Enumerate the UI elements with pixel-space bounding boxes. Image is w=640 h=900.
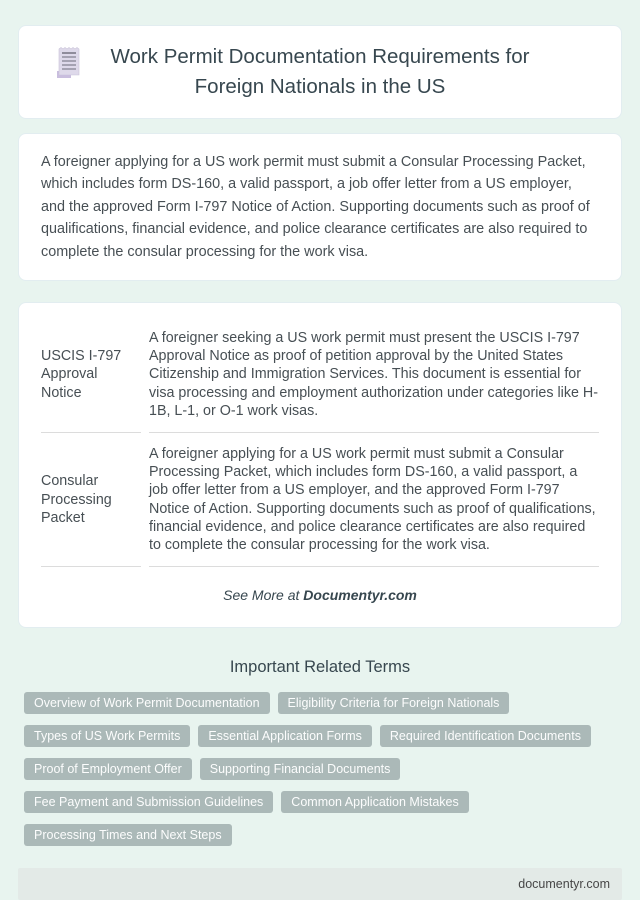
term-tag[interactable]: Required Identification Documents (380, 725, 591, 747)
see-more (41, 587, 599, 603)
summary-text: A foreigner applying for a US work permit must submit a Consular Processing Packet, which includes form DS-160, a valid passport, a job offer letter from a US employer, and the approved Form I-797 Notice of Action. Supporting documents such as proof of qualifications, financial evidence, and police clearance certificates are also required to complete the consular processing for the work visa. (41, 154, 590, 260)
footer (18, 868, 622, 900)
term-tag[interactable]: Overview of Work Permit Documentation (24, 692, 270, 714)
term-tag[interactable]: Supporting Financial Documents (200, 758, 401, 780)
header-card (18, 25, 622, 119)
term-tag[interactable]: Common Application Mistakes (281, 791, 468, 813)
footer-site-text: documentyr.com (518, 877, 610, 892)
see-more-prefix: See More at (223, 587, 304, 604)
definition-cell: A foreigner seeking a US work permit must present the USCIS I-797 Approval Notice as proof of petition approval by the United States Citizenship and Immigration Services. This document is essential for visa processing and employment authorization under categories like H-1B, L-1, or O-1 work visas. (149, 317, 599, 433)
related-terms-tags (18, 692, 622, 846)
terms-table-card (18, 302, 622, 628)
table-row (41, 433, 599, 567)
term-tag[interactable]: Essential Application Forms (198, 725, 372, 747)
term-tag[interactable]: Types of US Work Permits (24, 725, 190, 747)
term-tag[interactable]: Eligibility Criteria for Foreign Nationals (278, 692, 510, 714)
page-title: Work Permit Documentation Requirements for Foreign Nationals in the US (110, 45, 530, 98)
definition-cell: A foreigner applying for a US work permit must submit a Consular Processing Packet, which includes form DS-160, a valid passport, a job offer letter from a US employer, and the approved Form I-797 Notice of Action. Supporting documents such as proof of qualifications, financial evidence, and police clearance certificates are also required to complete the consular processing for the work visa. (149, 433, 599, 567)
related-terms-heading: Important Related Terms (229, 658, 411, 677)
see-more-site-link[interactable]: Documentyr.com (303, 587, 417, 604)
term-tag[interactable]: Fee Payment and Submission Guidelines (24, 791, 273, 813)
terms-table (33, 317, 607, 567)
receipt-icon (56, 47, 82, 79)
table-row (41, 317, 599, 433)
term-tag[interactable]: Proof of Employment Offer (24, 758, 192, 780)
term-cell: Consular Processing Packet (41, 433, 141, 567)
term-cell: USCIS I-797 Approval Notice (41, 317, 141, 433)
summary-card (18, 133, 622, 281)
term-tag[interactable]: Processing Times and Next Steps (24, 824, 232, 846)
terms-table-body (41, 317, 599, 567)
